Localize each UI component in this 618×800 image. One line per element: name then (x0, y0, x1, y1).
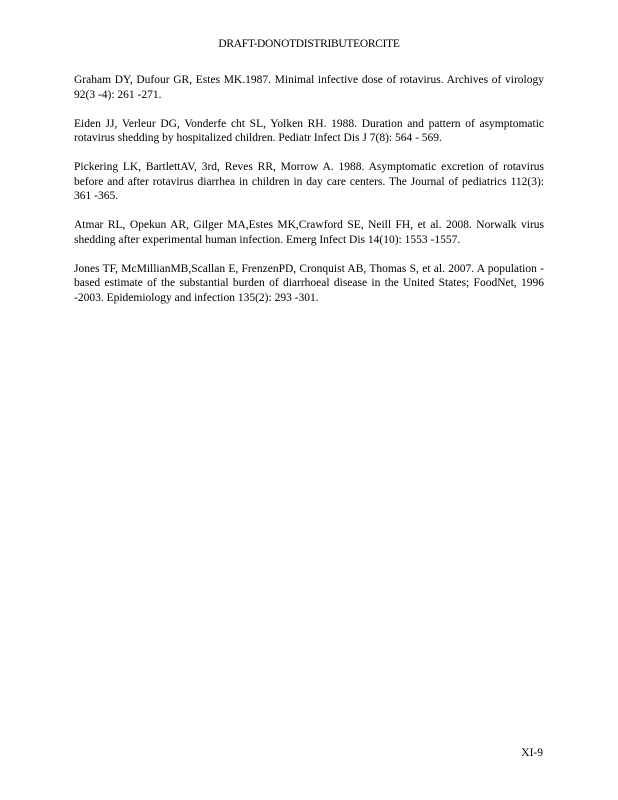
reference-entry: Atmar RL, Opekun AR, Gilger MA,Estes MK,Crawford SE, Neill FH, et al. 2008. Norwalk virus shedding after experimental human infection. Emerg Infect Dis 14(10): 1553 -1557. (74, 219, 544, 246)
reference-list (74, 73, 544, 320)
page-number: XI-9 (521, 747, 543, 759)
reference-entry: Pickering LK, BartlettAV, 3rd, Reves RR, Morrow A. 1988. Asymptomatic excretion of rotavirus before and after rotavirus diarrhea in children in day care centers. The Journal of pediatrics 112(3): 361 -365. (74, 161, 544, 202)
reference-entry: Graham DY, Dufour GR, Estes MK.1987. Minimal infective dose of rotavirus. Archives of virology 92(3 -4): 261 -271. (74, 74, 544, 101)
reference-entry: Jones TF, McMillianMB,Scallan E, FrenzenPD, Cronquist AB, Thomas S, et al. 2007. A population -based estimate of the substantial burden of diarrhoeal disease in the United States; FoodNet, 1996 -2003. Epidemiology and infection 135(2): 293 -301. (74, 262, 544, 304)
reference-entry: Eiden JJ, Verleur DG, Vonderfe cht SL, Yolken RH. 1988. Duration and pattern of asymptomatic rotavirus shedding by hospitalized children. Pediatr Infect Dis J 7(8): 564 - 569. (74, 117, 544, 144)
page-header: DRAFT-DONOTDISTRIBUTEORCITE (218, 38, 400, 50)
